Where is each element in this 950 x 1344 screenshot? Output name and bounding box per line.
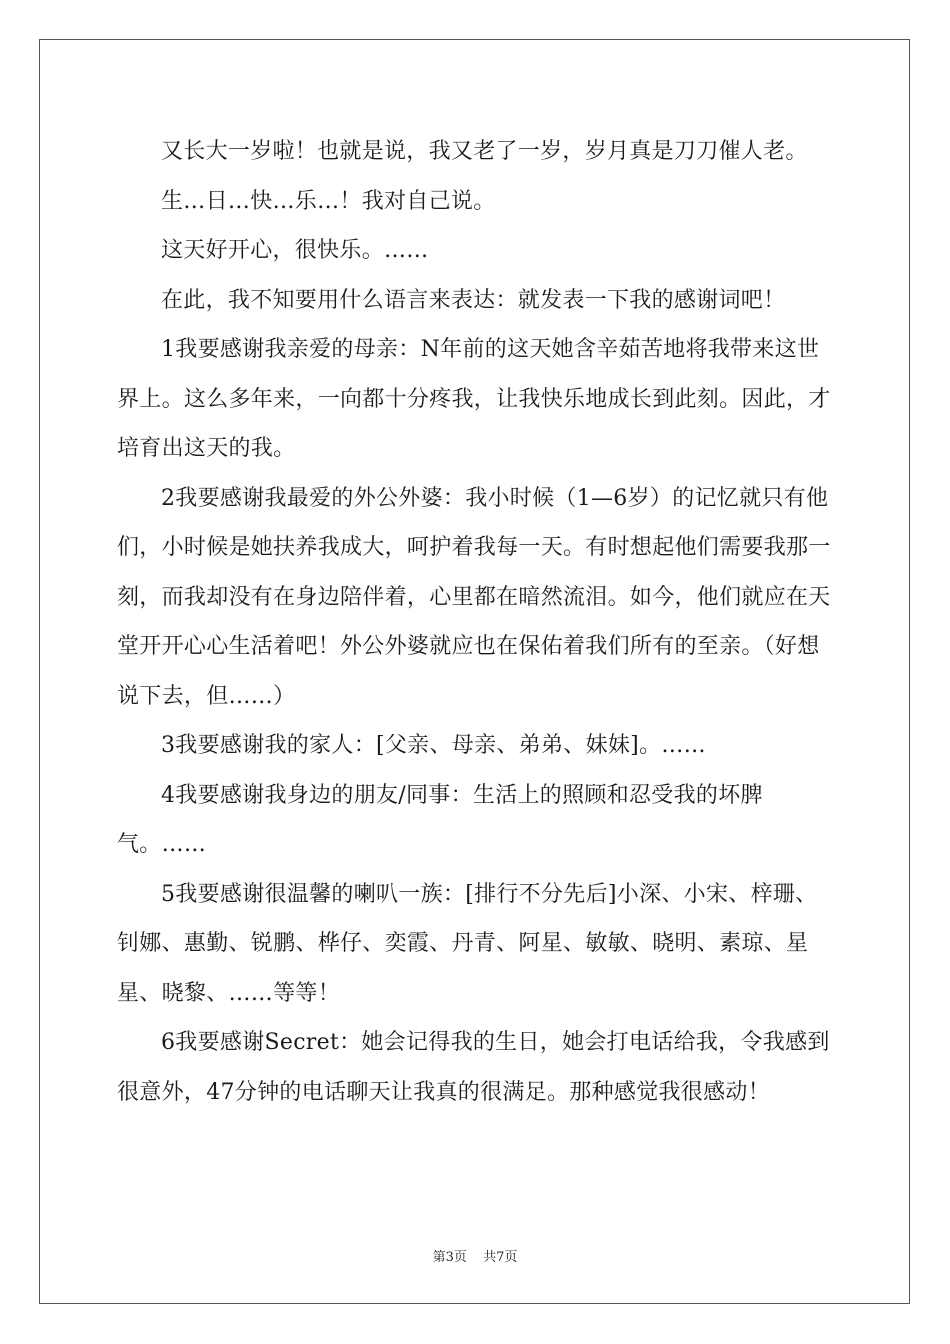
paragraph-5: 1我要感谢我亲爱的母亲：N年前的这天她含辛茹苦地将我带来这世界上。这么多年来，一向都十分疼我，让我快乐地成长到此刻。因此，才培育出这天的我。 [117,337,831,461]
page-number-total: 共7页 [483,1250,518,1265]
paragraph-2: 生…日…快…乐…！我对自己说。 [161,188,496,214]
paragraph-6: 2我要感谢我最爱的外公外婆：我小时候（1—6岁）的记忆就只有他们，小时候是她扶养我成大，呵护着我每一天。有时想起他们需要我那一刻，而我却没有在身边陪伴着，心里都在暗然流泪。如今，他们就应在天堂开开心心生活着吧！外公外婆就应也在保佑着我们所有的至亲。（好想说下去，但……） [117,485,831,709]
paragraph-4: 在此，我不知要用什么语言来表达：就发表一下我的感谢词吧！ [161,287,786,313]
paragraph-10: 6我要感谢Secret：她会记得我的生日，她会打电话给我，令我感到很意外，47分钟的电话聊天让我真的很满足。那种感觉我很感动！ [117,1030,830,1105]
paragraph-7: 3我要感谢我的家人：[父亲、母亲、弟弟、妹妹]。…… [161,733,706,758]
paragraph-1: 又长大一岁啦！也就是说，我又老了一岁，岁月真是刀刀催人老。 [161,139,808,164]
document-body [117,127,839,1117]
paragraph-8: 4我要感谢我身边的朋友/同事：生活上的照顾和忍受我的坏脾气。…… [117,782,763,857]
paragraph-9: 5我要感谢很温馨的喇叭一族：[排行不分先后]小深、小宋、梓珊、钊娜、惠勤、锐鹏、桦仔、奕霞、丹青、阿星、敏敏、晓明、素琼、星星、晓黎、……等等！ [117,881,818,1006]
paragraph-3: 这天好开心，很快乐。…… [161,238,429,263]
page-number-current: 第3页 [432,1250,467,1265]
page-footer [0,1246,950,1265]
